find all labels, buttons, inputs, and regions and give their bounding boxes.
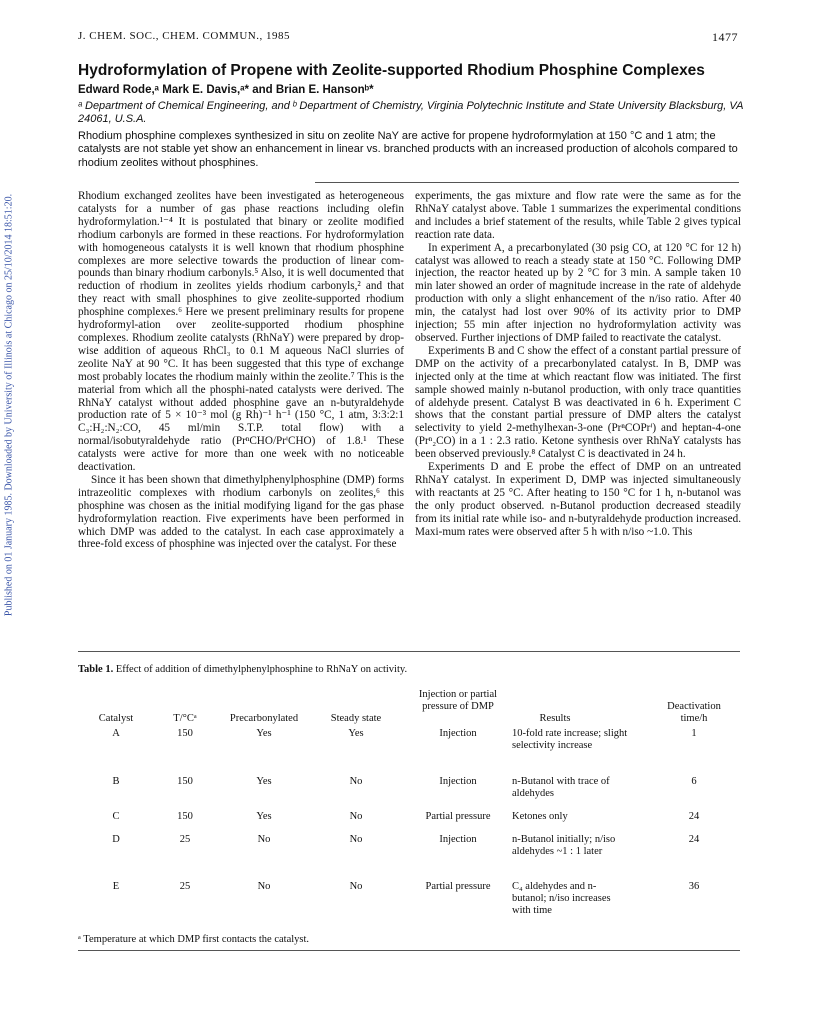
- article-title: Hydroformylation of Propene with Zeolite-supported Rhodium Phosphine Complexes: [78, 62, 705, 79]
- cell-steady-state: No: [349, 811, 363, 822]
- col-header-results: Results: [539, 713, 571, 724]
- right-column: [415, 190, 741, 538]
- cell-temperature: 150: [177, 728, 193, 739]
- abstract: Rhodium phosphine complexes synthesized in situ on zeolite NaY are active for propene hydroformylation at 150 °C and 1 atm; the catalysts are not stable yet show an enhancement in linear vs. branched products with an increased production of alcohols compared to rhodium zeolites without phosphines.: [78, 130, 738, 169]
- paragraph: experiments, the gas mixture and flow rate were the same as for the RhNaY catalyst above. Table 1 summarizes the experimental conditions and includes a brief statement of the results, while Table 2 gives typical reaction rate data.: [415, 190, 741, 241]
- cell-deactivation: 6: [691, 776, 697, 787]
- cell-steady-state: No: [349, 834, 363, 845]
- cell-steady-state: No: [349, 881, 363, 892]
- paragraph: Since it has been shown that dimethylphenylphosphine (DMP) forms intrazeolitic complexes with rhodium carbonyls on zeolites,⁶ this phosphine was chosen as the initial modifying ligand for the gas phase hydroformylation reaction. Five experiments have been performed in which DMP was added to the catalyst. In each case approximately a three-fold excess of phosphine was injected over the catalyst. For these: [78, 473, 404, 551]
- table-top-rule: [78, 651, 740, 652]
- journal-name: J. CHEM. SOC., CHEM. COMMUN., 1985: [78, 30, 290, 42]
- cell-catalyst: A: [112, 728, 120, 739]
- author-list: Edward Rode,ᵃ Mark E. Davis,ᵃ* and Brian E. Hansonᵇ*: [78, 84, 374, 96]
- table-bottom-rule: [78, 950, 740, 951]
- running-header: [78, 30, 738, 46]
- cell-results: n-Butanol with trace of aldehydes: [512, 776, 610, 799]
- cell-results: Ketones only: [512, 811, 568, 822]
- abstract-rule: [315, 182, 739, 183]
- cell-deactivation: 24: [688, 811, 700, 822]
- page-number: 1477: [712, 30, 738, 44]
- col-header-precarbonylated: Precarbonylated: [229, 713, 299, 724]
- table-caption: [78, 664, 407, 675]
- cell-results: C₄ aldehydes and n-butanol; n/iso increases with time: [512, 881, 611, 916]
- cell-injection: Partial pressure: [425, 881, 491, 892]
- download-note[interactable]: [2, 170, 16, 640]
- affiliation: ᵃ Department of Chemical Engineering, and ᵇ Department of Chemistry, Virginia Polytechnic Institute and State University Blacksburg, VA 24061, U.S.A.: [78, 100, 744, 125]
- cell-temperature: 25: [179, 881, 191, 892]
- cell-precarbonylated: Yes: [256, 776, 272, 787]
- cell-precarbonylated: No: [257, 881, 271, 892]
- cell-catalyst: C: [112, 811, 120, 822]
- col-header-steady-state: Steady state: [330, 713, 382, 724]
- col-header-temperature: T/°Cᵃ: [173, 713, 197, 724]
- cell-deactivation: 1: [691, 728, 697, 739]
- table-label: Table 1.: [78, 664, 114, 675]
- cell-steady-state: Yes: [348, 728, 364, 739]
- cell-injection: Injection: [439, 728, 477, 739]
- cell-catalyst: D: [112, 834, 120, 845]
- cell-catalyst: B: [112, 776, 120, 787]
- cell-deactivation: 36: [688, 881, 700, 892]
- download-note-text[interactable]: Published on 01 January 1985. Downloaded by University of Illinois at Chicago on 25/10/2014 18:51:20.: [3, 193, 15, 617]
- cell-temperature: 150: [177, 811, 193, 822]
- cell-injection: Partial pressure: [425, 811, 491, 822]
- cell-precarbonylated: Yes: [256, 811, 272, 822]
- table-caption-text: Effect of addition of dimethylphenylphosphine to RhNaY on activity.: [115, 664, 408, 675]
- paragraph: In experiment A, a precarbonylated (30 psig CO, at 120 °C for 12 h) catalyst was allowed to reach a steady state at 150 °C. Following DMP injection, the reactor heated up by 2 °C for 3 min. A sample taken 10 min later showed an order of magnitude increase in the rate of aldehyde production with only a slight enhancement of the n/iso ratio. After 40 min, the catalyst had lost over 90% of its activity prior to DMP injection; 55 min after injection no hydroformylation activity was observed. Further injections of DMP failed to reactivate the catalyst.: [415, 241, 741, 344]
- cell-precarbonylated: Yes: [256, 728, 272, 739]
- cell-results: 10-fold rate increase; slight selectivity increase: [512, 728, 628, 751]
- paragraph: Experiments D and E probe the effect of DMP on an untreated RhNaY catalyst. In experiment D, DMP was injected simultaneously with reactants at 25 °C. After heating to 150 °C for 1 h, n-butanol was the only product observed. n-Butanol production decreased steadily from its initial rate while iso- and n-butyraldehyde production increased. Maxi-mum rates were observed after 5 h with n/iso ~1.0. This: [415, 461, 741, 538]
- cell-results: n-Butanol initially; n/iso aldehydes ~1 : 1 later: [512, 834, 616, 857]
- cell-precarbonylated: No: [257, 834, 271, 845]
- cell-catalyst: E: [112, 881, 120, 892]
- cell-steady-state: No: [349, 776, 363, 787]
- cell-injection: Injection: [439, 776, 477, 787]
- paragraph: Rhodium exchanged zeolites have been investigated as heterogeneous catalysts for a number of gas phase reactions including olefin hydroformylation.¹⁻⁴ It is postulated that binary or zeolite modified rhodium carbonyls are formed in these reactions. For hydroformylation with homogeneous catalysts it is well known that rhodium phosphine complexes are more selective towards the production of linear com-pounds than binary rhodium carbonyls.⁵ Also, it is well documented that reduction of rhodium in zeolites yields rhodium carbonyls,² and that they react with small phosphines to give zeolite-supported rhodium phosphine complexes.⁶ Here we present preliminary results for propene hydroformyl-ation over zeolite-supported rhodium phosphine complexes. Rhodium zeolite catalysts (RhNaY) were prepared by drop-wise addition of aqueous RhCl₃ to 0.1 M aqueous NaCl slurries of zeolite NaY at 90 °C. It has been suggested that this type of exchange most probably locates the rhodium mainly within the zeolite.⁷ This is the material from which all the phosphi-nated catalysts were derived. The RhNaY catalyst without added phosphine gave an n-butyraldehyde production rate of 5 × 10⁻³ mol (g Rh)⁻¹ h⁻¹ (150 °C, 1 atm, 3:3:2:1 C₃:H₂:N₂:CO, 45 ml/min S.T.P. total flow) with a normal/isobutyraldehyde ratio (PrⁿCHO/PrⁱCHO) of 1.8.¹ These catalysts were active for more than one week with no noticeable deactivation.: [78, 190, 404, 474]
- col-header-deactivation: Deactivation time/h: [667, 701, 721, 724]
- col-header-injection: Injection or partial pressure of DMP: [418, 689, 498, 712]
- cell-deactivation: 24: [688, 834, 700, 845]
- cell-temperature: 25: [179, 834, 191, 845]
- paragraph: Experiments B and C show the effect of a constant partial pressure of DMP on the activity of a precarbonylated catalyst. In B, DMP was injected only at the time at which reactant flow was initiated. The first sample showed mainly n-butanol production, with only trace quantities of aldehyde present. Catalyst B was deactivated in 6 h. Experiment C shows that the constant partial pressure of DMP alters the catalyst selectivity to yield 2-methylhexan-3-one (PrⁿCOPrⁱ) and heptan-4-one (Prⁿ₂CO) in a 1 : 2.3 ratio. Ketone synthesis over RhNaY catalysts has been observed previously.⁸ Catalyst C is deactivated in 24 h.: [415, 344, 741, 461]
- cell-injection: Injection: [439, 834, 477, 845]
- table-footnote: ᵃ Temperature at which DMP first contacts the catalyst.: [78, 934, 310, 945]
- left-column: [78, 190, 404, 551]
- cell-temperature: 150: [177, 776, 193, 787]
- col-header-catalyst: Catalyst: [98, 713, 134, 724]
